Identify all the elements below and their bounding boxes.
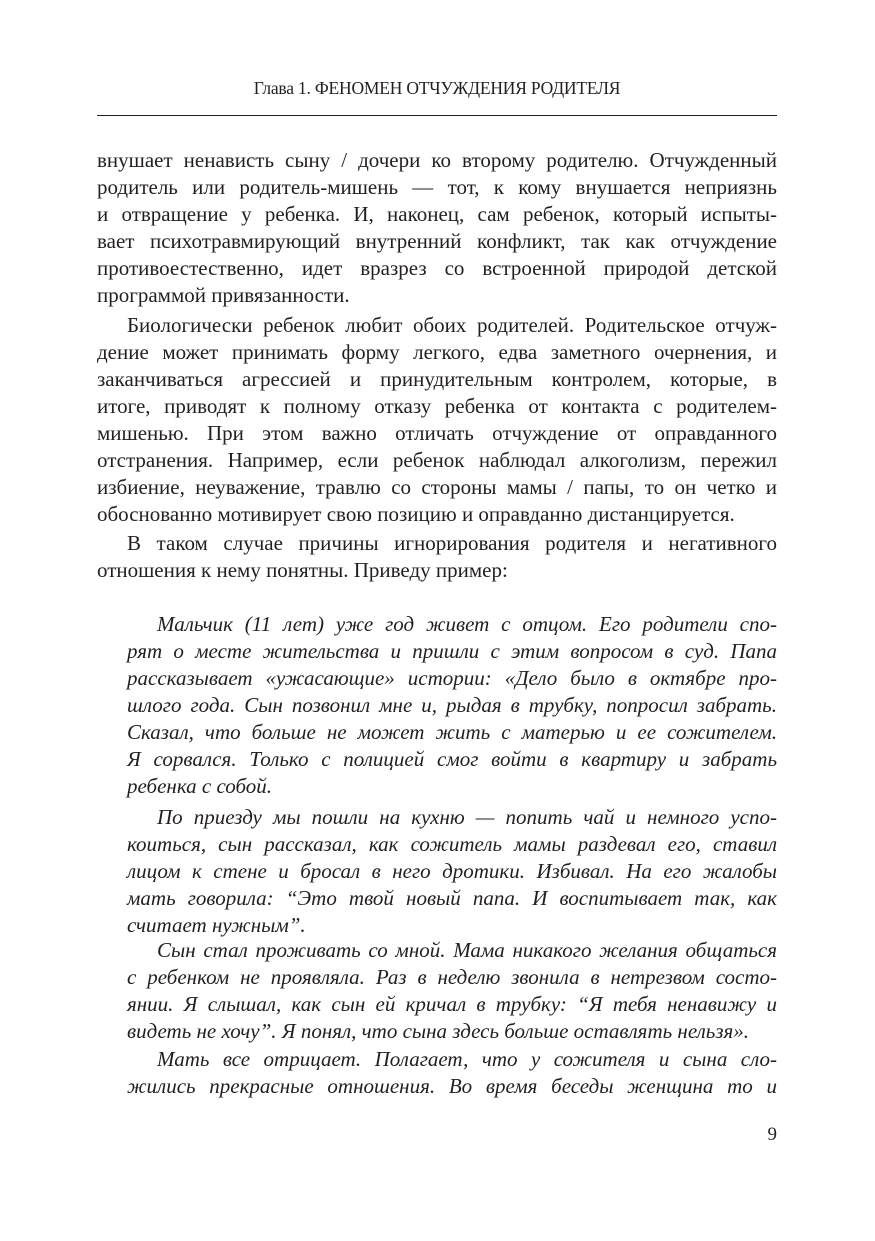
text-line: коиться, сын рассказал, как сожитель мамы раздевал его, ставил <box>127 832 777 856</box>
text-line: Я сорвался. Только с полицией смог войти в квартиру и забрать <box>127 747 777 771</box>
text-line: противоестественно, идет вразрез со встроенной природой детской <box>97 256 777 280</box>
text-line: лицом к стене и бросал в него дротики. Избивал. На его жалобы <box>127 859 777 883</box>
text-line: ребенка с собой. <box>127 774 273 798</box>
text-line: избиение, неуважение, травлю со стороны мамы / папы, то он четко и <box>97 475 777 499</box>
text-line: шлого года. Сын позвонил мне и, рыдая в трубку, попросил забрать. <box>127 693 777 717</box>
text-line: Биологически ребенок любит обоих родителей. Родительское отчуж- <box>127 313 777 337</box>
text-line: рят о месте жительства и пришли с этим вопросом в суд. Папа <box>127 639 777 663</box>
text-line: Мать все отрицает. Полагает, что у сожителя и сына сло- <box>157 1047 777 1071</box>
text-line: По приезду мы пошли на кухню — попить чай и немного успо- <box>157 805 777 829</box>
text-line: отношения к нему понятны. Приведу пример: <box>97 558 508 582</box>
text-line: мать говорила: “Это твой новый папа. И воспитывает так, как <box>127 886 777 910</box>
text-line: видеть не хочу”. Я понял, что сына здесь больше оставлять нельзя». <box>127 1019 750 1043</box>
text-line: с ребенком не проявляла. Раз в неделю звонила в нетрезвом состо- <box>127 965 777 989</box>
text-line: внушает ненависть сыну / дочери ко второму родителю. Отчужденный <box>97 148 777 172</box>
header-rule <box>97 115 777 116</box>
text-line: рассказывает «ужасающие» истории: «Дело было в октябре про- <box>127 666 777 690</box>
text-line: программой привязанности. <box>97 283 350 307</box>
text-line: считает нужным”. <box>127 913 306 937</box>
text-line: итоге, приводят к полному отказу ребенка от контакта с родителем- <box>97 394 777 418</box>
text-line: родитель или родитель-мишень — тот, к кому внушается неприязнь <box>97 175 777 199</box>
running-header: Глава 1. ФЕНОМЕН ОТЧУЖДЕНИЯ РОДИТЕЛЯ <box>253 78 621 98</box>
text-line: В таком случае причины игнорирования родителя и негативного <box>127 531 777 555</box>
text-line: и отвращение у ребенка. И, наконец, сам ребенок, который испыты- <box>97 202 777 226</box>
text-line: заканчиваться агрессией и принудительным контролем, которые, в <box>97 367 777 391</box>
text-line: отстранения. Например, если ребенок наблюдал алкоголизм, пережил <box>97 448 777 472</box>
page-number: 9 <box>767 1124 777 1145</box>
text-line: Сказал, что больше не может жить с матерью и ее сожителем. <box>127 720 777 744</box>
text-line: янии. Я слышал, как сын ей кричал в трубку: “Я тебя ненавижу и <box>127 992 777 1016</box>
text-line: жились прекрасные отношения. Во время беседы женщина то и <box>127 1074 777 1098</box>
text-line: мишенью. При этом важно отличать отчуждение от оправданного <box>97 421 777 445</box>
text-line: обоснованно мотивирует свою позицию и оправданно дистанцируется. <box>97 502 735 526</box>
text-line: вает психотравмирующий внутренний конфликт, так как отчуждение <box>97 229 777 253</box>
text-line: Сын стал проживать со мной. Мама никакого желания общаться <box>157 938 777 962</box>
text-line: дение может принимать форму легкого, едва заметного очернения, и <box>97 340 777 364</box>
text-line: Мальчик (11 лет) уже год живет с отцом. Его родители спо- <box>157 612 777 636</box>
